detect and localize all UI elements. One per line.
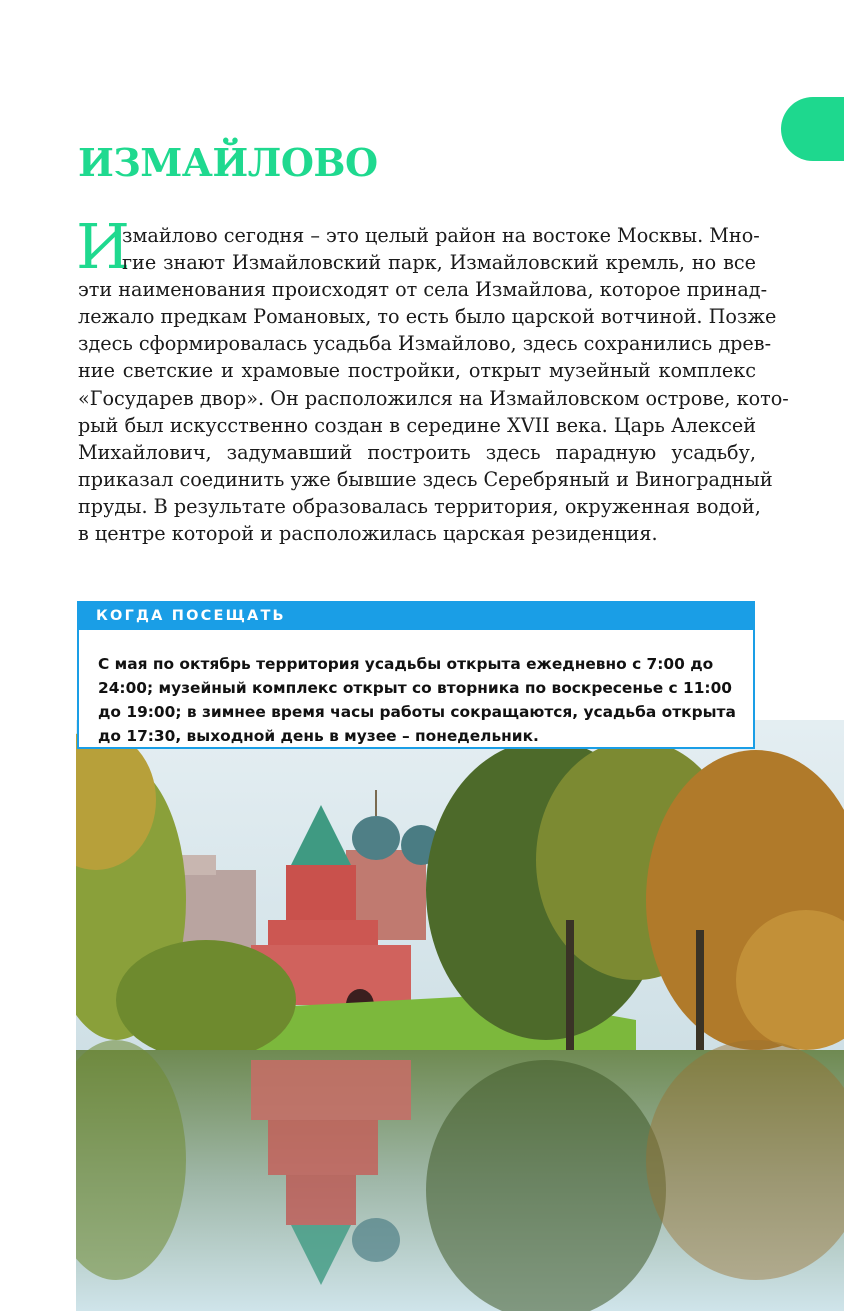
info-box-header: КОГДА ПОСЕЩАТЬ xyxy=(79,603,753,630)
article-line: «Государев двор». Он расположился на Измайловском острове, кото- xyxy=(78,386,789,410)
page-title: ИЗМАЙЛОВО xyxy=(78,140,378,185)
chapter-tab-marker xyxy=(781,97,844,161)
article-line: здесь сформировалась усадьба Измайлово, здесь сохранились древ- xyxy=(78,332,772,356)
info-line: С мая по октябрь территория усадьбы открыта ежедневно с 7:00 до xyxy=(98,655,714,673)
article-line: змайлово сегодня – это целый район на востоке Москвы. Мно- xyxy=(122,224,760,247)
info-box-text xyxy=(79,630,753,748)
article-line: пруды. В результате образовалась территория, окруженная водой, xyxy=(78,494,761,518)
article-line: приказал соединить уже бывшие здесь Серебряный и Виноградный xyxy=(78,467,773,491)
article-line: эти наименования происходят от села Измайлова, которое принад- xyxy=(78,278,768,302)
izmailovo-estate-photo xyxy=(76,720,844,1311)
visit-info-box xyxy=(77,601,755,749)
article-line: гие знают Измайловский парк, Измайловский кремль, но все xyxy=(122,251,756,275)
article-line: Михайлович, задумавший построить здесь парадную усадьбу, xyxy=(78,440,756,464)
article-text xyxy=(78,222,789,547)
info-line: 24:00; музейный комплекс открыт со вторника по воскресенье с 11:00 xyxy=(98,679,733,697)
article-line: лежало предкам Романовых, то есть было царской вотчиной. Позже xyxy=(78,305,777,329)
article-line: в центре которой и расположилась царская резиденция. xyxy=(78,522,658,546)
article-line: ние светские и храмовые постройки, открыт музейный комплекс xyxy=(78,359,756,383)
article-line: рый был искусственно создан в середине XVII века. Царь Алексей xyxy=(78,413,756,437)
info-line: до 17:30, выходной день в музее – понедельник. xyxy=(98,727,539,745)
drop-cap: И xyxy=(76,210,131,283)
info-line: до 19:00; в зимнее время часы работы сокращаются, усадьба открыта xyxy=(98,703,736,721)
